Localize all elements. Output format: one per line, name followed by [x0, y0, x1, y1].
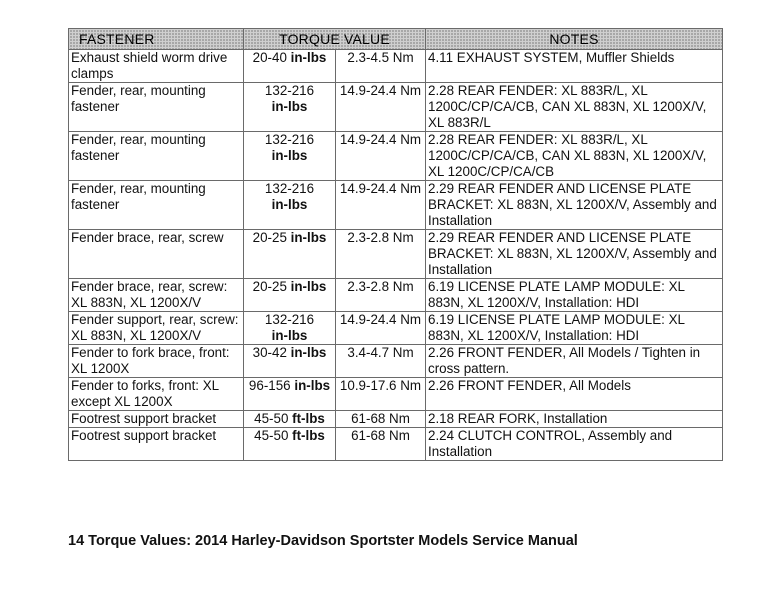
fastener-cell: Footrest support bracket — [69, 411, 244, 428]
fastener-cell: Footrest support bracket — [69, 428, 244, 461]
torque-imperial-cell — [244, 50, 336, 83]
torque-metric-cell: 2.3-4.5 Nm — [336, 50, 426, 83]
table-body — [69, 50, 723, 461]
fastener-cell: Exhaust shield worm drive clamps — [69, 50, 244, 83]
torque-imperial-value: 132-216 — [264, 132, 315, 147]
header-notes: NOTES — [426, 29, 723, 50]
torque-imperial-value: 96-156 — [248, 378, 291, 393]
notes-cell: 2.28 REAR FENDER: XL 883R/L, XL 1200C/CP/CA/CB, CAN XL 883N, XL 1200X/V, XL 883R/L — [426, 83, 723, 132]
notes-cell: 6.19 LICENSE PLATE LAMP MODULE: XL 883N, XL 1200X/V, Installation: HDI — [426, 312, 723, 345]
torque-imperial-value: 45-50 — [254, 428, 289, 443]
torque-imperial-value: 45-50 — [254, 411, 289, 426]
page-footer: 14 Torque Values: 2014 Harley-Davidson Sportster Models Service Manual — [68, 533, 578, 549]
torque-imperial-cell — [244, 83, 336, 132]
torque-imperial-cell — [244, 312, 336, 345]
fastener-cell: Fender support, rear, screw: XL 883N, XL 1200X/V — [69, 312, 244, 345]
torque-imperial-unit: in-lbs — [290, 345, 327, 360]
torque-imperial-unit: in-lbs — [290, 230, 327, 245]
torque-metric-cell: 10.9-17.6 Nm — [336, 378, 426, 411]
torque-imperial-value: 20-25 — [252, 279, 287, 294]
table-row — [69, 279, 723, 312]
torque-values-table — [68, 28, 723, 461]
torque-imperial-cell — [244, 345, 336, 378]
torque-imperial-unit: in-lbs — [271, 99, 308, 114]
torque-metric-cell: 14.9-24.4 Nm — [336, 132, 426, 181]
table-row — [69, 428, 723, 461]
torque-imperial-value: 132-216 — [264, 312, 315, 327]
torque-metric-cell: 3.4-4.7 Nm — [336, 345, 426, 378]
torque-imperial-cell — [244, 132, 336, 181]
torque-imperial-unit: in-lbs — [271, 197, 308, 212]
notes-cell: 2.26 FRONT FENDER, All Models / Tighten in cross pattern. — [426, 345, 723, 378]
table-row — [69, 378, 723, 411]
notes-cell: 4.11 EXHAUST SYSTEM, Muffler Shields — [426, 50, 723, 83]
torque-imperial-unit: in-lbs — [271, 328, 308, 343]
fastener-cell: Fender brace, rear, screw — [69, 230, 244, 279]
torque-imperial-unit: in-lbs — [290, 279, 327, 294]
notes-cell: 2.18 REAR FORK, Installation — [426, 411, 723, 428]
table-header — [69, 29, 723, 50]
notes-cell: 2.26 FRONT FENDER, All Models — [426, 378, 723, 411]
torque-imperial-value: 30-42 — [252, 345, 287, 360]
torque-imperial-value: 20-25 — [252, 230, 287, 245]
torque-metric-cell: 61-68 Nm — [336, 428, 426, 461]
table-row — [69, 50, 723, 83]
table-row — [69, 411, 723, 428]
table-row — [69, 230, 723, 279]
fastener-cell: Fender to forks, front: XL except XL 1200X — [69, 378, 244, 411]
torque-metric-cell: 14.9-24.4 Nm — [336, 181, 426, 230]
table-row — [69, 181, 723, 230]
torque-imperial-cell — [244, 181, 336, 230]
notes-cell: 2.24 CLUTCH CONTROL, Assembly and Installation — [426, 428, 723, 461]
torque-imperial-cell — [244, 428, 336, 461]
notes-cell: 2.29 REAR FENDER AND LICENSE PLATE BRACKET: XL 883N, XL 1200X/V, Assembly and Installation — [426, 230, 723, 279]
torque-imperial-unit: in-lbs — [271, 148, 308, 163]
torque-imperial-cell — [244, 411, 336, 428]
notes-cell: 2.29 REAR FENDER AND LICENSE PLATE BRACKET: XL 883N, XL 1200X/V, Assembly and Installation — [426, 181, 723, 230]
fastener-cell: Fender brace, rear, screw: XL 883N, XL 1200X/V — [69, 279, 244, 312]
torque-metric-cell: 2.3-2.8 Nm — [336, 279, 426, 312]
table-row — [69, 132, 723, 181]
table-row — [69, 345, 723, 378]
torque-imperial-unit: in-lbs — [294, 378, 331, 393]
torque-metric-cell: 61-68 Nm — [336, 411, 426, 428]
torque-metric-cell: 2.3-2.8 Nm — [336, 230, 426, 279]
torque-imperial-unit: ft-lbs — [292, 411, 325, 426]
fastener-cell: Fender, rear, mounting fastener — [69, 181, 244, 230]
fastener-cell: Fender, rear, mounting fastener — [69, 132, 244, 181]
torque-metric-cell: 14.9-24.4 Nm — [336, 312, 426, 345]
header-fastener: FASTENER — [69, 29, 244, 50]
torque-imperial-cell — [244, 230, 336, 279]
torque-metric-cell: 14.9-24.4 Nm — [336, 83, 426, 132]
torque-imperial-value: 132-216 — [264, 181, 315, 196]
header-torque-value: TORQUE VALUE — [244, 29, 426, 50]
torque-imperial-value: 20-40 — [252, 50, 287, 65]
table-row — [69, 312, 723, 345]
torque-imperial-unit: in-lbs — [290, 50, 327, 65]
torque-imperial-value: 132-216 — [264, 83, 315, 98]
torque-imperial-cell — [244, 279, 336, 312]
fastener-cell: Fender, rear, mounting fastener — [69, 83, 244, 132]
table-row — [69, 83, 723, 132]
fastener-cell: Fender to fork brace, front: XL 1200X — [69, 345, 244, 378]
header-row — [69, 29, 723, 50]
notes-cell: 2.28 REAR FENDER: XL 883R/L, XL 1200C/CP/CA/CB, CAN XL 883N, XL 1200X/V, XL 1200C/CP/CA/CB — [426, 132, 723, 181]
notes-cell: 6.19 LICENSE PLATE LAMP MODULE: XL 883N, XL 1200X/V, Installation: HDI — [426, 279, 723, 312]
torque-imperial-cell — [244, 378, 336, 411]
torque-imperial-unit: ft-lbs — [292, 428, 325, 443]
